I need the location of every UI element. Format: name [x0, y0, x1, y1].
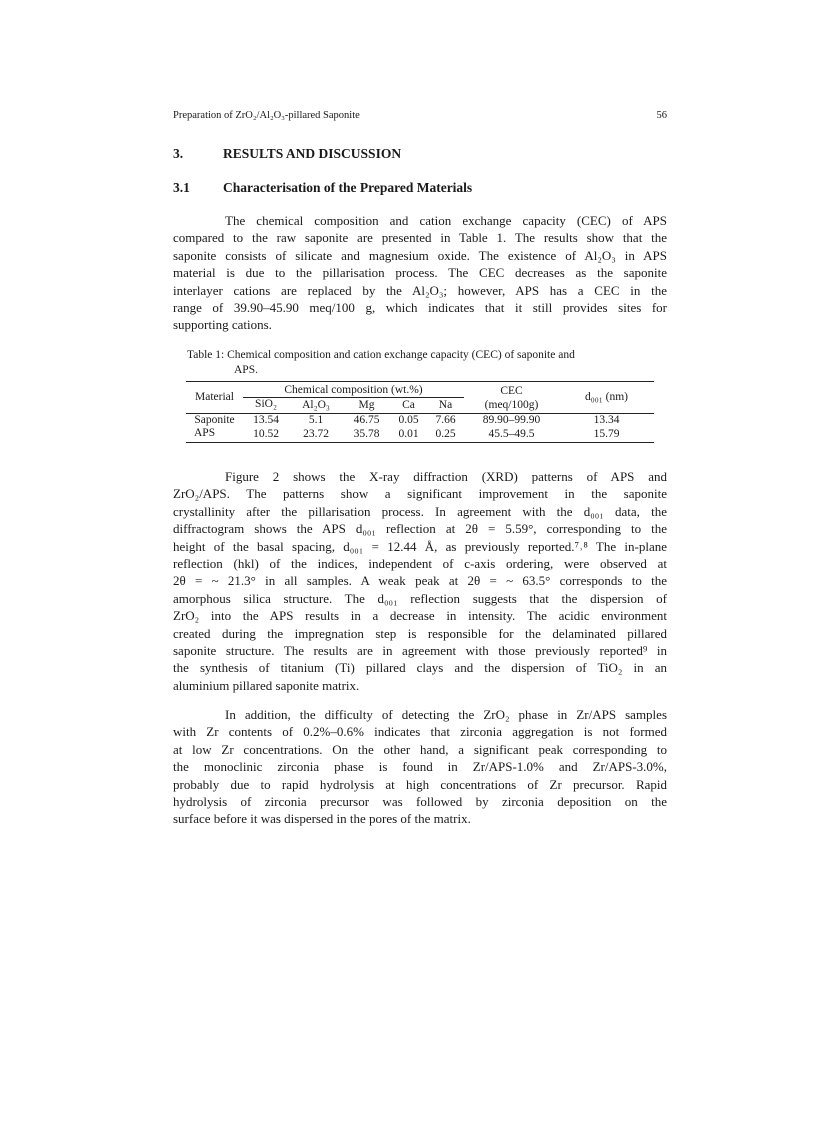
- table-cell: 35.78: [343, 427, 390, 443]
- table-cell: 15.79: [559, 427, 654, 443]
- section-number: 3.: [173, 146, 184, 161]
- table-caption: [187, 348, 657, 378]
- table-cell: 0.05: [390, 414, 427, 428]
- header-na: Na: [438, 399, 453, 411]
- text-line: saponite consists of silicate and magnesium oxide. The existence of Al₂O₃ in APS: [173, 247, 667, 263]
- table-cell: 7.66: [427, 414, 464, 428]
- table-cell: 23.72: [289, 427, 343, 443]
- text-line: range of 39.90–45.90 meq/100 g, which indicates that it still provides sites for: [173, 300, 667, 316]
- header-ca: Ca: [402, 399, 415, 411]
- running-title: Preparation of ZrO₂/Al₂O₃-pillared Saponite: [173, 110, 360, 121]
- table-cell: 89.90–99.90: [464, 414, 559, 428]
- subsection-title: Characterisation of the Prepared Materials: [223, 180, 473, 195]
- header-sio2: SiO₂: [255, 398, 277, 410]
- text-line: saponite structure. The results are in agreement with those previously reported⁹ in: [173, 643, 667, 659]
- text-line: the monoclinic zirconia phase is found in Zr/APS-1.0% and Zr/APS-3.0%,: [173, 759, 667, 775]
- text-line: supporting cations.: [173, 317, 272, 333]
- text-line: The chemical composition and cation exchange capacity (CEC) of APS: [225, 213, 667, 228]
- subsection-heading: [173, 180, 472, 196]
- text-line: ZrO₂/APS. The patterns show a significant improvement in the saponite: [173, 486, 667, 502]
- paragraph-1: [173, 212, 667, 334]
- text-line: material is due to the pillarisation process. The CEC decreases as the saponite: [173, 265, 667, 281]
- caption-line: Table 1: Chemical composition and cation exchange capacity (CEC) of saponite and: [187, 349, 575, 361]
- text-line: surface before it was dispersed in the pores of the matrix.: [173, 811, 471, 827]
- table-cell: 46.75: [343, 414, 390, 428]
- text-line: height of the basal spacing, d₀₀₁ = 12.44 Å, as previously reported.⁷˒⁸ The in-plane: [173, 538, 667, 554]
- text-line: crystallinity after the pillarisation process. In agreement with the d₀₀₁ data, the: [173, 503, 667, 519]
- table-cell: Saponite: [186, 414, 243, 428]
- text-line: amorphous silica structure. The d₀₀₁ reflection suggests that the dispersion of: [173, 590, 667, 606]
- table-cell: 5.1: [289, 414, 343, 428]
- table-row: [186, 427, 654, 443]
- table-header-row: [186, 382, 654, 399]
- text-line: reflection (hkl) of the indices, independent of c-axis ordering, were observed at: [173, 556, 667, 572]
- paragraph-2: [173, 468, 667, 694]
- table-cell: 13.54: [243, 414, 289, 428]
- text-line: interlayer cations are replaced by the Al₂O₃; however, APS has a CEC in the: [173, 282, 667, 298]
- text-line: diffractogram shows the APS d₀₀₁ reflection at 2θ = 5.59°, corresponding to the: [173, 521, 667, 537]
- paragraph-3: [173, 706, 667, 828]
- caption-line: APS.: [234, 364, 258, 376]
- table-cell: 45.5–49.5: [464, 427, 559, 443]
- header-material: Material: [186, 382, 243, 414]
- text-line: created during the impregnation step is responsible for the delaminated pillared: [173, 625, 667, 641]
- table-cell: 0.25: [427, 427, 464, 443]
- text-line: aluminium pillared saponite matrix.: [173, 677, 360, 693]
- header-cec: CEC: [464, 382, 559, 399]
- table-cell: APS: [186, 427, 243, 443]
- header-d001: d₀₀₁ (nm): [559, 382, 654, 414]
- composition-table: [186, 381, 654, 443]
- header-al2o3: Al₂O₃: [302, 399, 330, 411]
- section-heading: [173, 146, 401, 162]
- table-cell: 10.52: [243, 427, 289, 443]
- text-line: 2θ = ~ 21.3° in all samples. A weak peak at 2θ = ~ 63.5° corresponds to the: [173, 573, 667, 589]
- text-line: Figure 2 shows the X-ray diffraction (XRD) patterns of APS and: [225, 469, 667, 484]
- table-cell: 0.01: [390, 427, 427, 443]
- text-line: hydrolysis of zirconia precursor was followed by zirconia deposition on the: [173, 794, 667, 810]
- page-number: 56: [656, 110, 667, 121]
- text-line: the synthesis of titanium (Ti) pillared clays and the dispersion of TiO₂ in an: [173, 660, 667, 676]
- table-row: [186, 414, 654, 428]
- table-cell: 13.34: [559, 414, 654, 428]
- header-chem-composition: Chemical composition (wt.%): [243, 384, 464, 398]
- text-line: with Zr contents of 0.2%–0.6% indicates that zirconia aggregation is not formed: [173, 724, 667, 740]
- header-mg: Mg: [358, 399, 375, 411]
- text-line: probably due to rapid hydrolysis at high concentrations of Zr precursor. Rapid: [173, 776, 667, 792]
- section-title: RESULTS AND DISCUSSION: [223, 146, 402, 161]
- text-line: In addition, the difficulty of detecting the ZrO₂ phase in Zr/APS samples: [225, 707, 667, 722]
- text-line: at low Zr concentrations. On the other hand, a significant peak corresponding to: [173, 741, 667, 757]
- running-header: [173, 110, 667, 121]
- text-line: compared to the raw saponite are presented in Table 1. The results show that the: [173, 230, 667, 246]
- subsection-number: 3.1: [173, 180, 190, 195]
- text-line: ZrO₂ into the APS results in a decrease in intensity. The acidic environment: [173, 608, 667, 624]
- header-cec-unit: (meq/100g): [484, 399, 539, 411]
